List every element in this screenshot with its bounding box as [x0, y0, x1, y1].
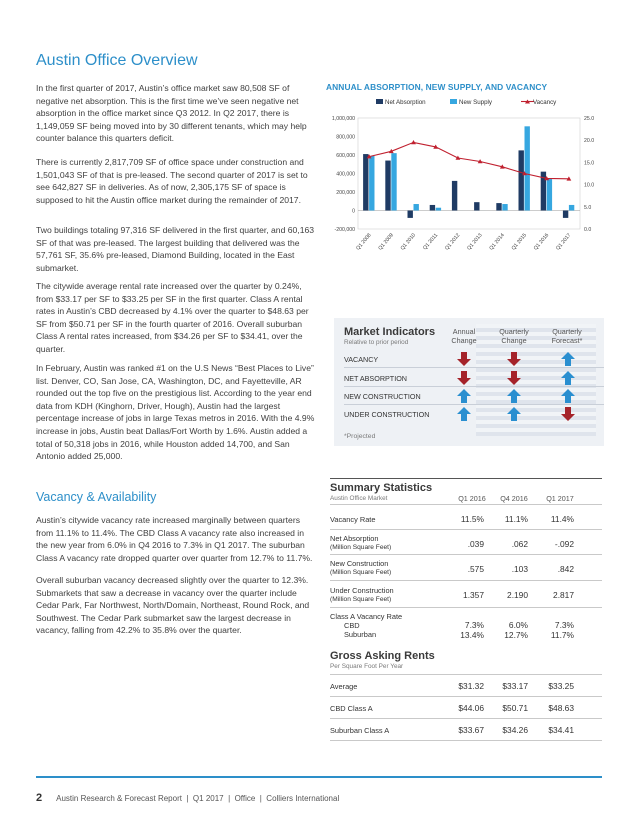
ss-label: Under Construction: [330, 586, 394, 595]
ss-value: .575: [467, 564, 484, 574]
rent-label: CBD Class A: [330, 704, 373, 713]
rent-value: $33.17: [502, 681, 528, 691]
ss-value: .103: [511, 564, 528, 574]
footer: [36, 792, 339, 804]
vacancy-heading: Vacancy & Availability: [36, 490, 157, 504]
x-tick-label: Q1 2010: [399, 232, 418, 252]
ss-col-q1-2017: Q1 2017: [546, 494, 574, 503]
y-right-tick-label: 0.0: [584, 227, 592, 233]
y-left-tick-label: -200,000: [334, 227, 355, 233]
ss-value: 11.4%: [550, 514, 574, 524]
page-number: 2: [36, 792, 43, 804]
bar-net-absorption: [563, 211, 568, 218]
rent-value: $44.06: [458, 703, 484, 713]
ss-value: 7.3%: [554, 620, 574, 630]
intro-paragraph: Two buildings totaling 97,316 SF delivered in the first quarter, and 60,163 SF of that was pre-leased. The largest building that delivered was the 57,761 SF, 35.6% pre-leased, Diamond Building, located in the East submarket.: [36, 225, 315, 273]
bar-new-supply: [569, 205, 574, 211]
bar-net-absorption: [408, 211, 413, 218]
ss-label: Vacancy Rate: [330, 515, 376, 524]
footer-text: Austin Research & Forecast Report | Q1 2017 | Office | Colliers International: [56, 794, 340, 803]
rent-value: $33.25: [548, 681, 574, 691]
ss-label: Class A Vacancy Rate: [330, 612, 403, 621]
bar-net-absorption: [452, 181, 457, 211]
mi-row-new-construction: NEW CONSTRUCTION: [344, 392, 421, 401]
bar-new-supply: [502, 204, 507, 210]
y-right-tick-label: 15.0: [584, 160, 595, 167]
market-indicators-title: Market Indicators: [344, 326, 436, 338]
ss-value: 11.7%: [550, 630, 574, 640]
y-right-tick-label: 5.0: [584, 204, 592, 211]
ss-sublabel: (Million Square Feet): [330, 596, 392, 603]
x-tick-label: Q1 2014: [488, 232, 506, 252]
x-tick-label: Q1 2016: [532, 232, 551, 252]
intro-paragraph: There is currently 2,817,709 SF of office space under construction and 1,501,043 SF of that is pre-leased. The second quarter of 2017 is set to see 642,827 SF in deliveries. As of now, 2,305,175 SF of space is supposed to hit the Austin office market during the remainder of 2017.: [36, 157, 308, 205]
y-left-tick-label: 0: [352, 208, 355, 215]
mi-arrow-grid: [440, 349, 600, 427]
ss-col-q4-2016: Q4 2016: [500, 494, 528, 503]
bar-net-absorption: [474, 202, 479, 210]
divider: [330, 504, 602, 505]
ss-value: 6.0%: [508, 620, 528, 630]
arrow-down-icon: [507, 371, 521, 385]
x-tick-label: Q1 2017: [555, 232, 573, 252]
ss-value: .842: [557, 564, 574, 574]
legend-label: New Supply: [459, 99, 493, 106]
ss-label: New Construction: [330, 559, 389, 568]
y-right-tick-label: 25.0: [584, 116, 595, 122]
bar-new-supply: [547, 179, 552, 210]
rents-title: Gross Asking Rents: [330, 650, 435, 662]
bar-new-supply: [525, 126, 530, 210]
divider: [330, 580, 602, 581]
legend-label: Vacancy: [533, 99, 557, 106]
rent-value: $48.63: [548, 703, 574, 713]
bar-new-supply: [414, 204, 419, 210]
divider: [330, 696, 602, 697]
arrow-up-icon: [561, 352, 575, 366]
rent-value: $31.32: [458, 681, 484, 691]
y-left-tick-label: 400,000: [336, 171, 355, 178]
ss-value: 2.817: [553, 590, 574, 600]
x-tick-label: Q1 2011: [422, 232, 440, 252]
ss-value: .062: [511, 539, 528, 549]
divider: [330, 529, 602, 530]
x-tick-label: Q1 2009: [377, 232, 395, 252]
bar-net-absorption: [385, 161, 390, 211]
divider: [330, 554, 602, 555]
legend-label: Net Absorption: [385, 99, 426, 106]
ss-value: 7.3%: [464, 620, 484, 630]
page-title: Austin Office Overview: [36, 52, 198, 69]
mi-footnote: *Projected: [344, 433, 376, 440]
ss-label-cbd: CBD: [344, 621, 360, 630]
bar-net-absorption: [519, 150, 524, 210]
arrow-down-icon: [457, 371, 471, 385]
legend-swatch-net-absorption: [376, 99, 383, 104]
summary-top-rule: [330, 478, 602, 479]
rent-value: $50.71: [502, 703, 528, 713]
arrow-up-icon: [561, 371, 575, 385]
ss-value: .039: [467, 539, 484, 549]
y-left-tick-label: 200,000: [336, 190, 355, 196]
mi-col-forecast: Quarterly Forecast*: [551, 327, 583, 345]
arrow-down-icon: [561, 407, 575, 421]
legend-swatch-new-supply: [450, 99, 457, 104]
bar-net-absorption: [430, 205, 435, 211]
ss-value: -.092: [554, 539, 574, 549]
intro-paragraph: The citywide average rental rate increased over the quarter by 0.24%, from $33.17 per SF to $33.25 per SF in the first quarter. Class A rental rates in Austin’s CBD decreased by 4.1% over the quarter to $48.63 per SF from $50.71 per SF in the fourth quarter of 2016. Overall suburban Class A rental rates increased, from $34.26 per SF to $34.41, over the quarter.: [36, 281, 309, 354]
market-indicators-subtitle: Relative to prior period: [344, 339, 409, 346]
x-tick-label: Q1 2008: [355, 232, 373, 252]
divider: [330, 607, 602, 608]
bar-new-supply: [369, 156, 374, 211]
arrow-up-icon: [507, 407, 521, 421]
x-tick-label: Q1 2012: [444, 232, 462, 252]
mi-col-annual: Annual Change: [451, 327, 477, 345]
bar-new-supply: [436, 208, 441, 211]
rent-value: $34.26: [502, 725, 528, 735]
y-left-tick-label: 600,000: [336, 153, 355, 159]
summary-title: Summary Statistics: [330, 482, 433, 494]
y-left-tick-label: 800,000: [336, 134, 355, 141]
intro-paragraph: In February, Austin was ranked #1 on the U.S News “Best Places to Live” list. Denver, CO, San Jose, CA, Washington, DC, and Fayetteville, AR rounded out the top five on the prestigious list. According to the year end data from KDH (Kinghorn, Driver, Hough), Austin had the largest percentage increase of jobs in large Texas metros in 2016. With the 4.9% increase in jobs, Austin beat Dallas/Fort Worth by 1.6%. Austin added a total of 50,318 jobs in 2016, while Houston added 14,700, and San Antonio added 25,000.: [36, 363, 315, 462]
vacancy-paragraph: Austin’s citywide vacancy rate increased marginally between quarters from 11.1% to 11.4%. The CBD Class A vacancy rate also increased in the new year from 6.0% in Q4 2016 to 7.3% in Q1 2017. The suburban Class A vacancy rate dropped quarter over quarter from 12.7% to 11.7%.: [36, 515, 313, 563]
divider: [330, 674, 602, 675]
rent-value: $33.67: [458, 725, 484, 735]
arrow-up-icon: [457, 389, 471, 403]
rent-label: Suburban Class A: [330, 726, 390, 735]
vacancy-paragraph: Overall suburban vacancy decreased slightly over the quarter to 12.3%. Submarkets that saw a decrease in vacancy over the quarter include Cedar Park, Far Northwest, North/Domain, Northeast, Round Rock, and Southwest. The Cedar Park submarket saw the largest decrease in vacancy, falling from 42.2% to 35.8% over the quarter.: [36, 575, 310, 636]
footer-rule: [36, 776, 602, 778]
arrow-up-icon: [457, 407, 471, 421]
rent-value: $34.41: [548, 725, 574, 735]
absorption-supply-vacancy-chart: [322, 94, 612, 264]
mi-row-net-absorption: NET ABSORPTION: [344, 374, 407, 383]
x-tick-label: Q1 2013: [466, 232, 484, 252]
ss-value: 11.5%: [460, 514, 484, 524]
arrow-down-icon: [507, 352, 521, 366]
rent-label: Average: [330, 682, 358, 691]
ss-value: 1.357: [463, 590, 484, 600]
mi-row-vacancy: VACANCY: [344, 355, 379, 364]
mi-col-quarterly: Quarterly Change: [499, 327, 529, 345]
y-right-tick-label: 20.0: [584, 138, 595, 145]
arrow-up-icon: [507, 389, 521, 403]
intro-paragraph: In the first quarter of 2017, Austin’s office market saw 80,508 SF of negative net absorption. This is the first time we’ve seen negative net absorption in the office market since Q3 2012. In Q2 2017, there is 1,149,059 SF being moved into by 30 different tenants, which may help counter balance this quarters deficit.: [36, 83, 307, 144]
ss-label: Net Absorption: [330, 534, 379, 543]
bar-net-absorption: [496, 203, 501, 210]
ss-sublabel: (Million Square Feet): [330, 569, 392, 576]
y-left-tick-label: 1,000,000: [331, 116, 355, 122]
arrow-up-icon: [561, 389, 575, 403]
ss-col-q1-2016: Q1 2016: [458, 494, 486, 503]
ss-value: 2.190: [507, 590, 528, 600]
ss-value: 12.7%: [504, 630, 528, 640]
bar-new-supply: [391, 153, 396, 210]
ss-value: 11.1%: [504, 514, 528, 524]
y-right-tick-label: 10.0: [584, 182, 595, 189]
arrow-down-icon: [457, 352, 471, 366]
plot-area: [358, 118, 580, 229]
summary-subtitle: Austin Office Market: [330, 495, 388, 502]
ss-value: 13.4%: [460, 630, 484, 640]
x-tick-label: Q1 2015: [510, 232, 529, 252]
bar-net-absorption: [363, 154, 368, 210]
ss-sublabel: (Million Square Feet): [330, 544, 392, 551]
divider: [330, 718, 602, 719]
ss-label-suburban: Suburban: [344, 630, 377, 639]
chart-title: ANNUAL ABSORPTION, NEW SUPPLY, AND VACANCY: [326, 82, 548, 92]
mi-row-under-construction: UNDER CONSTRUCTION: [344, 410, 430, 419]
divider: [330, 740, 602, 741]
rents-subtitle: Per Square Foot Per Year: [330, 663, 404, 670]
